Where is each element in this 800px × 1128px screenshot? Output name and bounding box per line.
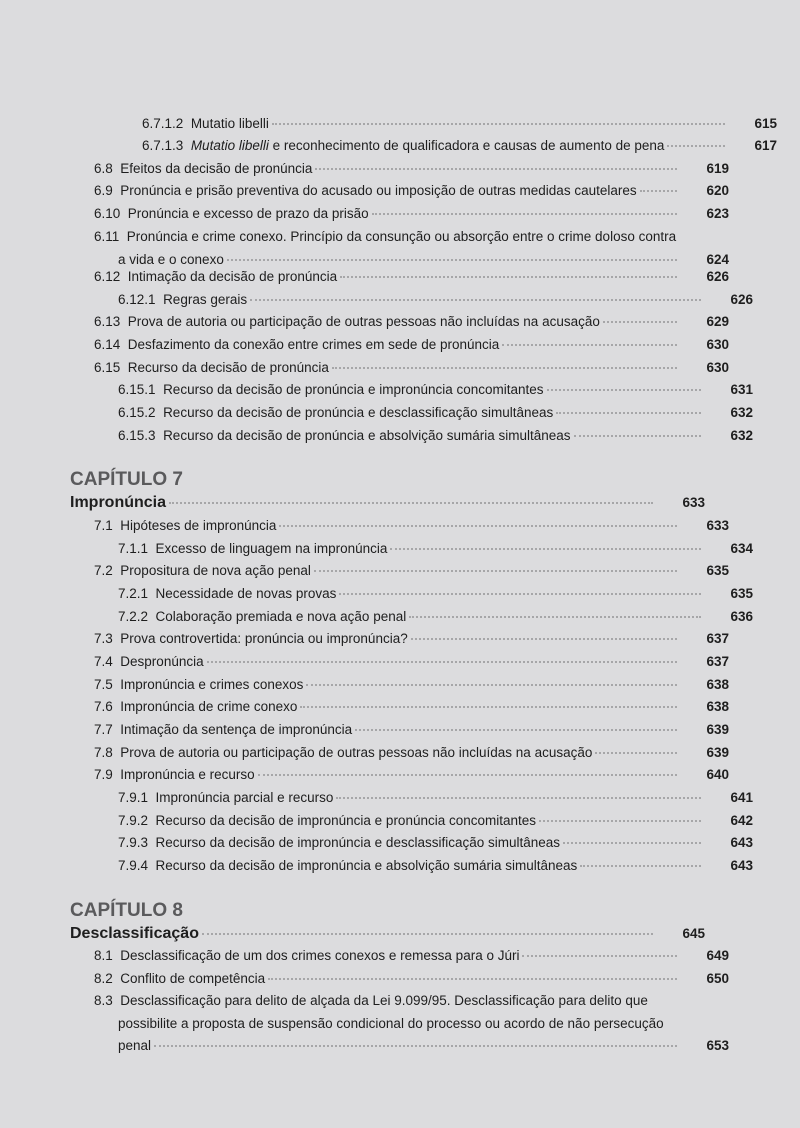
- dot-leader: [169, 502, 653, 504]
- toc-entry[interactable]: 6.15.3 Recurso da decisão de pronúncia e absolvição sumária simultâneas 632: [70, 425, 753, 448]
- page-number: 638: [706, 699, 729, 714]
- toc-entry[interactable]: 8.1 Desclassificação de um dos crimes conexos e remessa para o Júri 649: [70, 945, 729, 968]
- page-number: 637: [706, 654, 729, 669]
- dot-leader: [372, 213, 677, 215]
- dot-leader: [227, 259, 677, 261]
- page-number: 641: [730, 790, 753, 805]
- page-number: 650: [706, 971, 729, 986]
- dot-leader: [563, 842, 701, 844]
- page-number: 645: [682, 926, 705, 941]
- toc-entry[interactable]: 6.7.1.3 Mutatio libelli e reconhecimento de qualificadora e causas de aumento de pena 617: [70, 135, 777, 158]
- toc-entry[interactable]: 6.7.1.2 Mutatio libelli 615: [70, 113, 777, 136]
- dot-leader: [390, 548, 701, 550]
- dot-leader: [603, 321, 677, 323]
- page-number: 631: [730, 382, 753, 397]
- page-number: 653: [706, 1038, 729, 1053]
- toc-entry[interactable]: 7.9 Impronúncia e recurso 640: [70, 764, 729, 787]
- toc-entry[interactable]: 7.1.1 Excesso de linguagem na impronúncia 634: [70, 538, 753, 561]
- toc-entry[interactable]: 7.2.2 Colaboração premiada e nova ação penal 636: [70, 606, 753, 629]
- page-number: 638: [706, 677, 729, 692]
- dot-leader: [339, 593, 701, 595]
- dot-leader: [272, 123, 725, 125]
- dot-leader: [595, 752, 677, 754]
- toc-entry[interactable]: 6.11 Pronúncia e crime conexo. Princípio da consunção ou absorção entre o crime doloso contra a vida e o conexo 624: [70, 226, 729, 271]
- page-number: 639: [706, 722, 729, 737]
- dot-leader: [574, 435, 701, 437]
- toc-entry[interactable]: 7.5 Impronúncia e crimes conexos 638: [70, 674, 729, 697]
- toc-entry[interactable]: 6.8 Efeitos da decisão de pronúncia 619: [70, 158, 729, 181]
- dot-leader: [250, 299, 701, 301]
- toc-entry[interactable]: 6.14 Desfazimento da conexão entre crimes em sede de pronúncia 630: [70, 334, 729, 357]
- toc-entry[interactable]: 7.2 Propositura de nova ação penal 635: [70, 560, 729, 583]
- dot-leader: [207, 661, 677, 663]
- page-number: 626: [706, 269, 729, 284]
- dot-leader: [409, 616, 701, 618]
- page-number: 620: [706, 183, 729, 198]
- chapter-7-heading: CAPÍTULO 7: [70, 469, 183, 490]
- page-number: 643: [730, 858, 753, 873]
- toc-entry[interactable]: 8.2 Conflito de competência 650: [70, 968, 729, 991]
- chapter-8-title-entry[interactable]: Desclassificação 645: [70, 923, 705, 946]
- dot-leader: [580, 865, 701, 867]
- page-number: 630: [706, 360, 729, 375]
- toc-entry[interactable]: 7.3 Prova controvertida: pronúncia ou impronúncia? 637: [70, 628, 729, 651]
- dot-leader: [640, 190, 677, 192]
- toc-entry[interactable]: 6.9 Pronúncia e prisão preventiva do acusado ou imposição de outras medidas cautelares 620: [70, 180, 729, 203]
- page-number: 619: [706, 161, 729, 176]
- page-number: 624: [706, 251, 729, 267]
- dot-leader: [279, 525, 677, 527]
- toc-entry[interactable]: 6.15.1 Recurso da decisão de pronúncia e impronúncia concomitantes 631: [70, 379, 753, 402]
- dot-leader: [556, 412, 701, 414]
- page-number: 642: [730, 813, 753, 828]
- toc-entry[interactable]: 7.1 Hipóteses de impronúncia 633: [70, 515, 729, 538]
- page-number: 636: [730, 609, 753, 624]
- dot-leader: [202, 933, 653, 935]
- toc-entry[interactable]: 8.3 Desclassificação para delito de alçada da Lei 9.099/95. Desclassificação para delito que possibilite a proposta de suspensão condicional do processo ou acordo de não persecução penal 653: [70, 990, 729, 1058]
- toc-entry[interactable]: 7.9.4 Recurso da decisão de impronúncia e absolvição sumária simultâneas 643: [70, 855, 753, 878]
- page-number: 643: [730, 835, 753, 850]
- chapter-8-heading: CAPÍTULO 8: [70, 900, 183, 921]
- toc-entry[interactable]: 7.9.2 Recurso da decisão de impronúncia e pronúncia concomitantes 642: [70, 810, 753, 833]
- dot-leader: [332, 367, 677, 369]
- dot-leader: [340, 276, 677, 278]
- dot-leader: [336, 797, 701, 799]
- toc-entry[interactable]: 7.8 Prova de autoria ou participação de outras pessoas não incluídas na acusação 639: [70, 742, 729, 765]
- toc-entry[interactable]: 7.4 Despronúncia 637: [70, 651, 729, 674]
- chapter-7-title-entry[interactable]: Impronúncia 633: [70, 492, 705, 515]
- page-number: 630: [706, 337, 729, 352]
- page-number: 633: [706, 518, 729, 533]
- dot-leader: [355, 729, 677, 731]
- toc-entry[interactable]: 7.6 Impronúncia de crime conexo 638: [70, 696, 729, 719]
- dot-leader: [502, 344, 677, 346]
- toc-entry[interactable]: 7.2.1 Necessidade de novas provas 635: [70, 583, 753, 606]
- page-number: 629: [706, 314, 729, 329]
- page-number: 649: [706, 948, 729, 963]
- page-number: 637: [706, 631, 729, 646]
- dot-leader: [306, 684, 677, 686]
- toc-entry[interactable]: 6.13 Prova de autoria ou participação de outras pessoas não incluídas na acusação 629: [70, 311, 729, 334]
- page-number: 623: [706, 206, 729, 221]
- dot-leader: [315, 168, 677, 170]
- page-number: 635: [706, 563, 729, 578]
- toc-entry[interactable]: 6.12.1 Regras gerais 626: [70, 289, 753, 312]
- page-number: 617: [754, 138, 777, 153]
- dot-leader: [547, 389, 701, 391]
- dot-leader: [268, 978, 677, 980]
- page-number: 633: [682, 495, 705, 510]
- page-number: 635: [730, 586, 753, 601]
- dot-leader: [539, 820, 701, 822]
- dot-leader: [258, 774, 677, 776]
- toc-entry[interactable]: 7.7 Intimação da sentença de impronúncia 639: [70, 719, 729, 742]
- page-number: 640: [706, 767, 729, 782]
- dot-leader: [522, 955, 677, 957]
- dot-leader: [411, 638, 677, 640]
- toc-entry[interactable]: 6.15 Recurso da decisão de pronúncia 630: [70, 357, 729, 380]
- dot-leader: [154, 1045, 677, 1047]
- page-number: 632: [730, 405, 753, 420]
- toc-entry[interactable]: 6.10 Pronúncia e excesso de prazo da prisão 623: [70, 203, 729, 226]
- dot-leader: [667, 145, 725, 147]
- page-number: 632: [730, 428, 753, 443]
- dot-leader: [300, 706, 677, 708]
- toc-entry[interactable]: 6.12 Intimação da decisão de pronúncia 626: [70, 266, 729, 289]
- dot-leader: [314, 570, 677, 572]
- page-number: 639: [706, 745, 729, 760]
- page-number: 615: [754, 116, 777, 131]
- toc-entry[interactable]: 6.15.2 Recurso da decisão de pronúncia e desclassificação simultâneas 632: [70, 402, 753, 425]
- page-number: 634: [730, 541, 753, 556]
- toc-entry[interactable]: 7.9.1 Impronúncia parcial e recurso 641: [70, 787, 753, 810]
- page-number: 626: [730, 292, 753, 307]
- toc-entry[interactable]: 7.9.3 Recurso da decisão de impronúncia e desclassificação simultâneas 643: [70, 832, 753, 855]
